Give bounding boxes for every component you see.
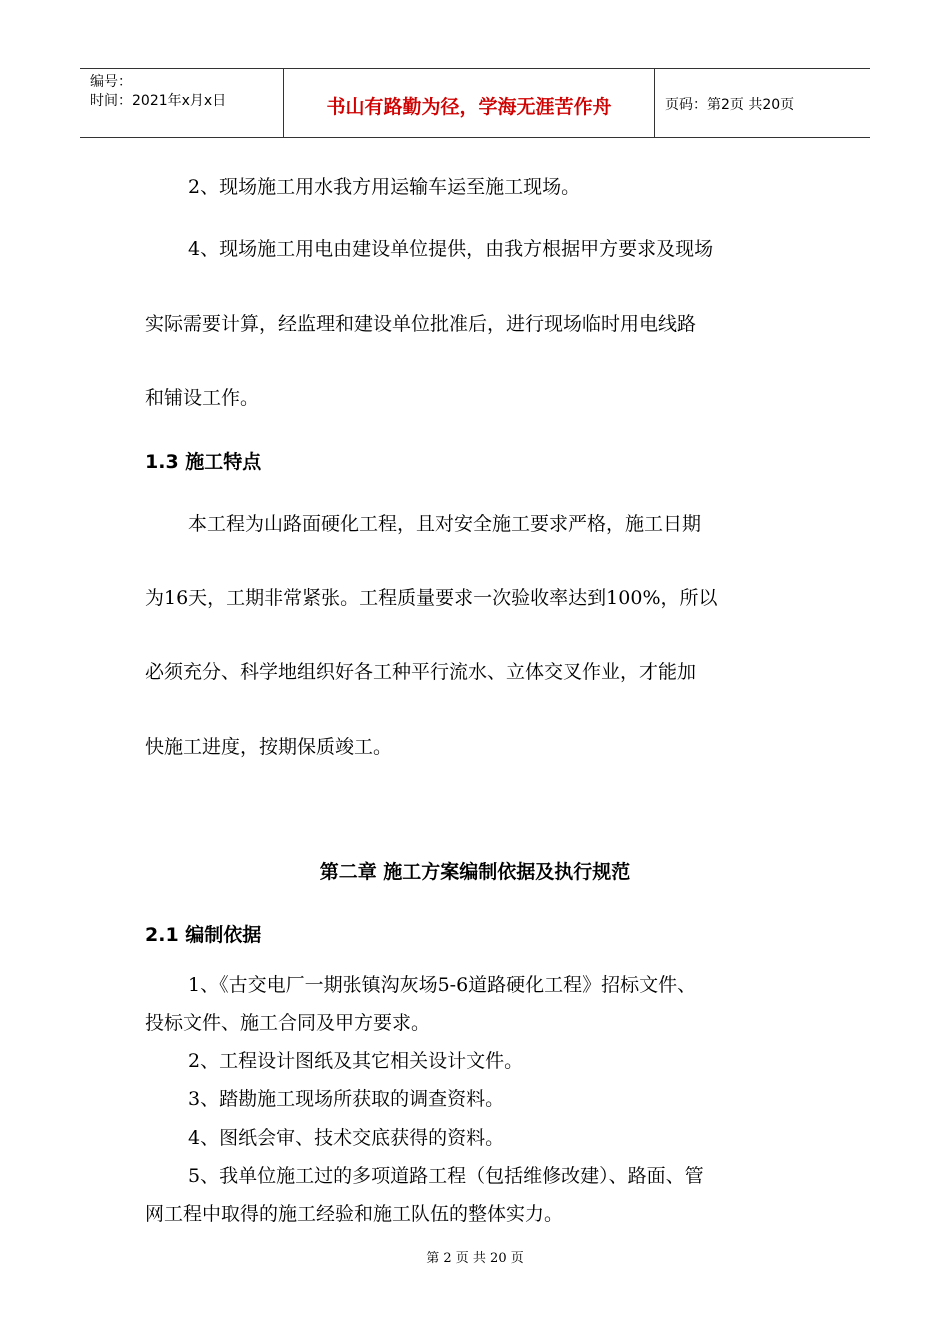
document-number-label: 编号： [90, 74, 132, 90]
paragraph-line: 4、图纸会审、技术交底获得的资料。 [188, 1127, 505, 1149]
header-left-cell [80, 69, 283, 137]
paragraph-line: 网工程中取得的施工经验和施工队伍的整体实力。 [145, 1203, 564, 1225]
paragraph-line: 2、现场施工用水我方用运输车运至施工现场。 [188, 176, 581, 198]
paragraph-line: 投标文件、施工合同及甲方要求。 [145, 1012, 431, 1034]
paragraph-line: 快施工进度，按期保质竣工。 [145, 736, 393, 758]
header-page-number: 页码：第2页 共20页 [665, 97, 795, 113]
paragraph-line: 3、踏勘施工现场所获取的调查资料。 [188, 1088, 505, 1110]
page-footer: 第 2 页 共 20 页 [426, 1251, 524, 1266]
section-heading-2-1: 2.1 编制依据 [145, 924, 262, 946]
paragraph-line: 4、现场施工用电由建设单位提供，由我方根据甲方要求及现场 [188, 238, 714, 260]
header-motto: 书山有路勤为径，学海无涯苦作舟 [326, 96, 612, 118]
paragraph-line: 为16天，工期非常紧张。工程质量要求一次验收率达到100%，所以 [145, 587, 718, 609]
section-heading-1-3: 1.3 施工特点 [145, 451, 262, 473]
page-header [80, 68, 870, 138]
paragraph-line: 5、我单位施工过的多项道路工程（包括维修改建）、路面、管 [188, 1165, 704, 1187]
paragraph-line: 实际需要计算，经监理和建设单位批准后，进行现场临时用电线路 [145, 313, 697, 335]
paragraph-line: 2、工程设计图纸及其它相关设计文件。 [188, 1050, 524, 1072]
paragraph-line: 本工程为山路面硬化工程，且对安全施工要求严格，施工日期 [188, 513, 702, 535]
document-time-label: 时间：2021年x月x日 [90, 93, 227, 109]
paragraph-line: 和铺设工作。 [145, 387, 260, 409]
paragraph-line: 必须充分、科学地组织好各工种平行流水、立体交叉作业，才能加 [145, 661, 697, 683]
header-middle-cell [283, 69, 655, 137]
chapter-title: 第二章 施工方案编制依据及执行规范 [319, 861, 631, 883]
paragraph-line: 1、《古交电厂一期张镇沟灰场5-6道路硬化工程》招标文件、 [188, 974, 697, 996]
